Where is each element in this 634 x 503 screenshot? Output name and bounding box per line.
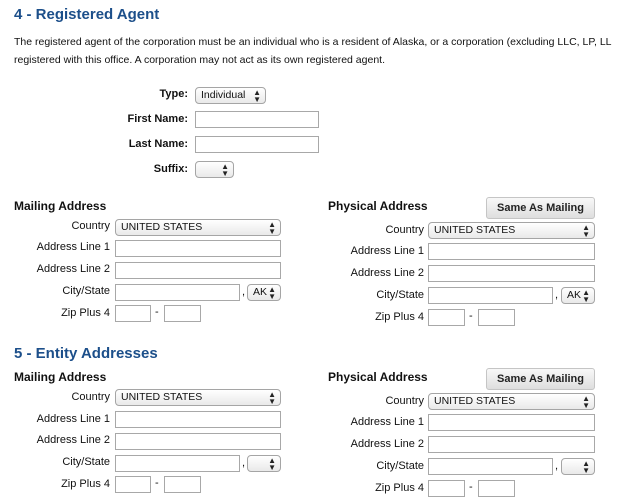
entity-physical-zip-input[interactable] (428, 480, 465, 497)
last-name-input[interactable] (195, 136, 319, 153)
zip-dash: - (469, 310, 473, 322)
agent-mailing-country-select[interactable] (115, 219, 281, 236)
entity-mailing-line2-input[interactable] (115, 433, 281, 450)
entity-mailing-zip4-input[interactable] (164, 476, 201, 493)
agent-mailing-zip-label: Zip Plus 4 (61, 307, 110, 319)
entity-mailing-zip-label: Zip Plus 4 (61, 478, 110, 490)
agent-mailing-country-value: UNITED STATES (121, 221, 203, 233)
agent-same-as-mailing-button[interactable]: Same As Mailing (486, 197, 595, 219)
agent-physical-state-select[interactable] (561, 287, 595, 304)
up-down-chevron-icon: ▲ ▼ (268, 456, 276, 472)
agent-physical-city-label: City/State (376, 289, 424, 301)
zip-dash: - (155, 477, 159, 489)
section-title-registered-agent: 4 - Registered Agent (14, 6, 160, 23)
entity-physical-zip-label: Zip Plus 4 (375, 482, 424, 494)
agent-type-value: Individual (201, 89, 246, 101)
agent-physical-zip4-input[interactable] (478, 309, 515, 326)
entity-physical-heading: Physical Address (328, 370, 428, 384)
first-name-label: First Name: (127, 113, 188, 125)
agent-mailing-zip-input[interactable] (115, 305, 151, 322)
zip-dash: - (155, 306, 159, 318)
agent-physical-heading: Physical Address (328, 199, 428, 213)
entity-physical-zip4-input[interactable] (478, 480, 515, 497)
agent-physical-state-value: AK (567, 289, 582, 301)
entity-same-as-mailing-button[interactable]: Same As Mailing (486, 368, 595, 390)
entity-mailing-country-select[interactable] (115, 389, 281, 406)
first-name-input[interactable] (195, 111, 319, 128)
up-down-chevron-icon: ▲ ▼ (253, 88, 261, 104)
entity-physical-city-input[interactable] (428, 458, 553, 475)
up-down-chevron-icon: ▲ ▼ (582, 459, 590, 475)
agent-physical-line1-label: Address Line 1 (350, 245, 424, 257)
agent-physical-zip-input[interactable] (428, 309, 465, 326)
suffix-label: Suffix: (153, 163, 188, 175)
agent-mailing-line2-label: Address Line 2 (36, 263, 110, 275)
agent-mailing-city-label: City/State (62, 285, 110, 297)
up-down-chevron-icon: ▲ ▼ (582, 394, 590, 410)
zip-dash: - (469, 481, 473, 493)
agent-mailing-heading: Mailing Address (14, 199, 107, 213)
agent-physical-country-value: UNITED STATES (434, 224, 516, 236)
entity-mailing-line2-label: Address Line 2 (36, 434, 110, 446)
entity-mailing-city-label: City/State (62, 456, 110, 468)
comma-separator: , (555, 460, 559, 472)
agent-physical-line2-input[interactable] (428, 265, 595, 282)
entity-mailing-country-label: Country (71, 391, 110, 403)
agent-type-select[interactable] (195, 87, 266, 104)
entity-physical-line1-input[interactable] (428, 414, 595, 431)
agent-mailing-state-select[interactable] (247, 284, 281, 301)
agent-physical-zip-label: Zip Plus 4 (375, 311, 424, 323)
up-down-chevron-icon: ▲ ▼ (268, 220, 276, 236)
entity-physical-line2-input[interactable] (428, 436, 595, 453)
agent-physical-line2-label: Address Line 2 (350, 267, 424, 279)
comma-separator: , (242, 286, 246, 298)
agent-physical-city-input[interactable] (428, 287, 553, 304)
up-down-chevron-icon: ▲ ▼ (268, 285, 276, 301)
agent-mailing-state-value: AK (253, 286, 268, 298)
agent-suffix-select[interactable] (195, 161, 234, 178)
agent-physical-country-select[interactable] (428, 222, 595, 239)
type-label: Type: (159, 88, 188, 100)
entity-physical-state-select[interactable] (561, 458, 595, 475)
entity-mailing-line1-input[interactable] (115, 411, 281, 428)
last-name-label: Last Name: (128, 138, 188, 150)
entity-physical-country-select[interactable] (428, 393, 595, 410)
agent-mailing-line1-input[interactable] (115, 240, 281, 257)
agent-description-line1: The registered agent of the corporation must be an individual who is a resident of Alaska, or a corporation (excluding LLC, LP, LL (14, 36, 612, 48)
entity-mailing-zip-input[interactable] (115, 476, 151, 493)
entity-mailing-country-value: UNITED STATES (121, 391, 203, 403)
comma-separator: , (555, 289, 559, 301)
agent-mailing-line2-input[interactable] (115, 262, 281, 279)
entity-mailing-state-select[interactable] (247, 455, 281, 472)
up-down-chevron-icon: ▲ ▼ (582, 223, 590, 239)
up-down-chevron-icon: ▲ ▼ (221, 162, 229, 178)
agent-mailing-city-input[interactable] (115, 284, 240, 301)
entity-physical-country-label: Country (385, 395, 424, 407)
agent-physical-country-label: Country (385, 224, 424, 236)
entity-mailing-line1-label: Address Line 1 (36, 413, 110, 425)
entity-physical-country-value: UNITED STATES (434, 395, 516, 407)
agent-physical-line1-input[interactable] (428, 243, 595, 260)
up-down-chevron-icon: ▲ ▼ (268, 390, 276, 406)
entity-physical-line2-label: Address Line 2 (350, 438, 424, 450)
agent-mailing-country-label: Country (71, 220, 110, 232)
entity-mailing-city-input[interactable] (115, 455, 240, 472)
agent-description-line2: registered with this office. A corporation may not act as its own registered agent. (14, 54, 386, 66)
entity-mailing-heading: Mailing Address (14, 370, 107, 384)
entity-physical-city-label: City/State (376, 460, 424, 472)
entity-physical-line1-label: Address Line 1 (350, 416, 424, 428)
section-title-entity-addresses: 5 - Entity Addresses (14, 345, 158, 362)
comma-separator: , (242, 457, 246, 469)
up-down-chevron-icon: ▲ ▼ (582, 288, 590, 304)
agent-mailing-line1-label: Address Line 1 (36, 241, 110, 253)
agent-mailing-zip4-input[interactable] (164, 305, 201, 322)
